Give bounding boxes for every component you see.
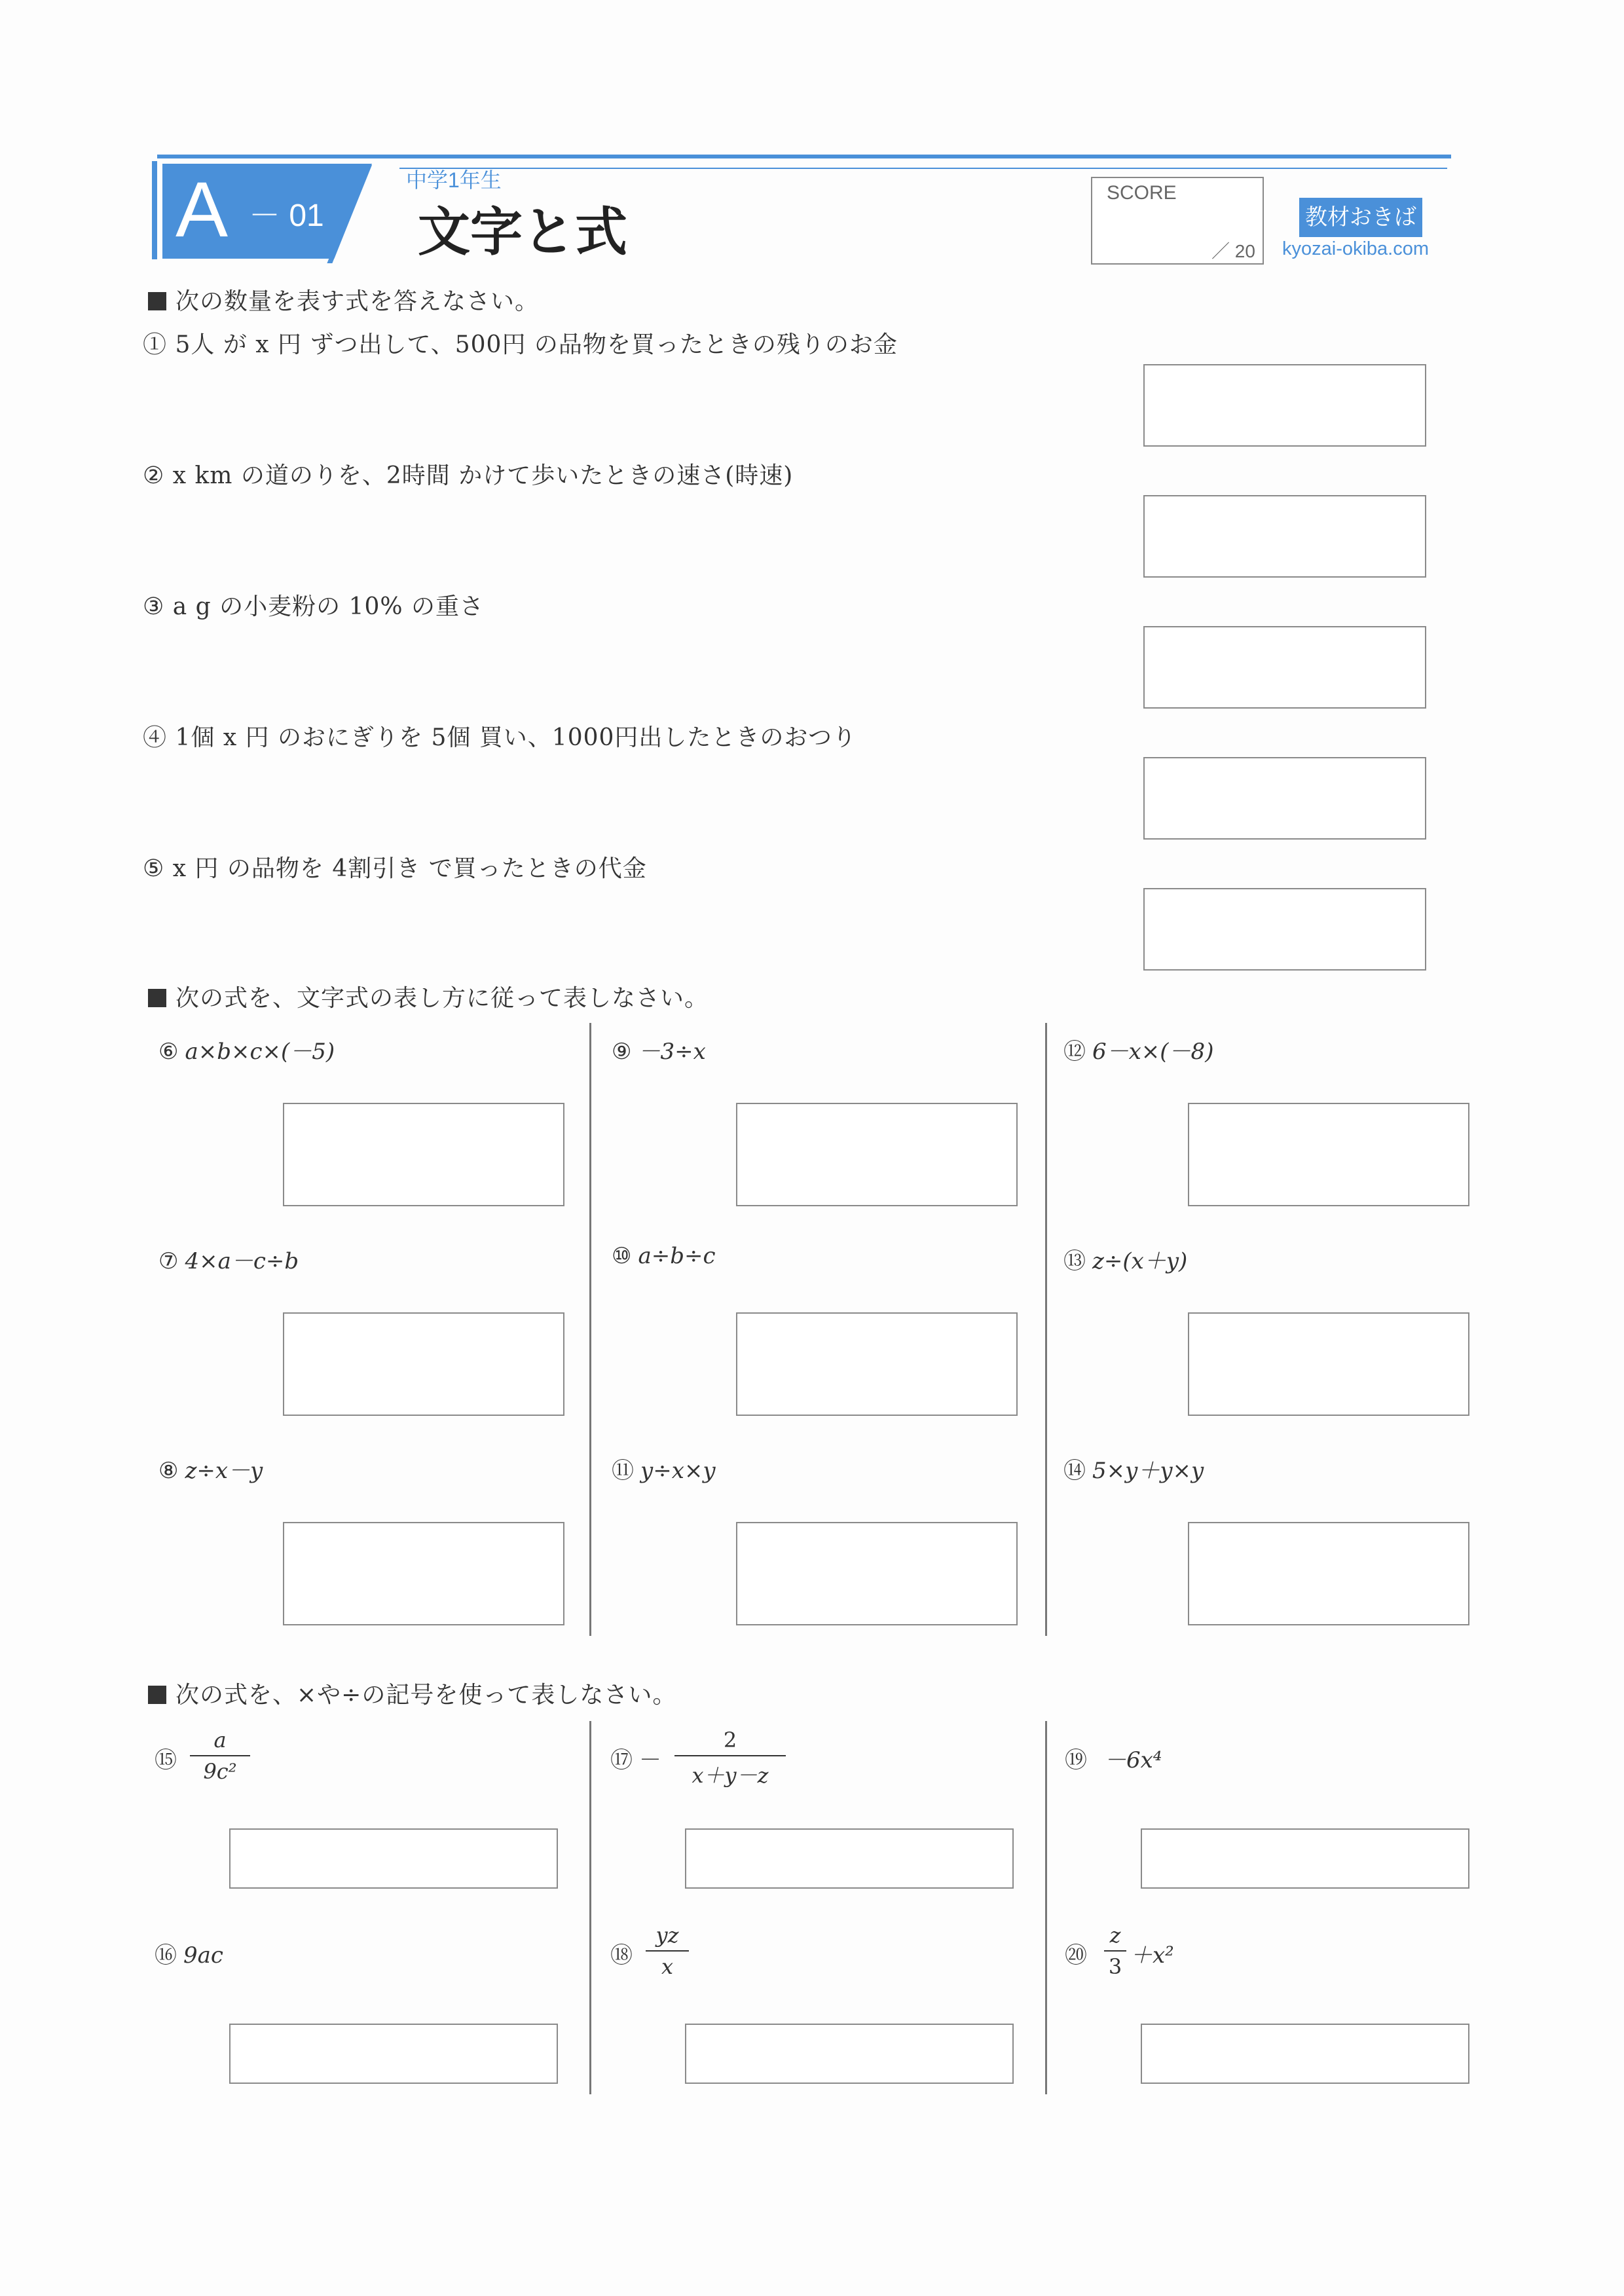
q10-expr: ⑩ a÷b÷c [612, 1243, 716, 1269]
q16-expr: ⑯ 9ac [155, 1942, 223, 1969]
q9-expr: ⑨ －3÷x [612, 1039, 706, 1065]
square-bullet-icon [148, 1686, 166, 1704]
answer-box-10[interactable] [736, 1312, 1018, 1416]
q13-expr: ⑬ z÷(x＋y) [1063, 1248, 1188, 1274]
header-code: － 01 [249, 198, 324, 233]
header-letter: A [175, 166, 229, 253]
q18-fraction: yz x [646, 1923, 689, 1979]
answer-box-18[interactable] [685, 2024, 1014, 2084]
q18-num: ⑱ [610, 1942, 633, 1969]
answer-box-14[interactable] [1188, 1522, 1469, 1625]
answer-box-8[interactable] [283, 1522, 564, 1625]
answer-box-12[interactable] [1188, 1103, 1469, 1206]
brand-label: 教材おきば [1299, 198, 1422, 237]
q17-fraction: 2 x＋y－z [674, 1728, 786, 1789]
score-total: ／ 20 [1211, 241, 1255, 261]
grade-label: 中学1年生 [406, 168, 502, 192]
answer-box-5[interactable] [1143, 888, 1426, 971]
answer-box-11[interactable] [736, 1522, 1018, 1625]
q1-text: ① 5人 が x 円 ずつ出して、500円 の品物を買ったときの残りのお金 [143, 331, 898, 358]
answer-box-2[interactable] [1143, 495, 1426, 578]
page-title: 文字と式 [418, 203, 627, 261]
q20-rest: ＋x² [1130, 1942, 1174, 1969]
site-url: kyozai-okiba.com [1282, 238, 1430, 259]
q17-num: ⑰ － [610, 1747, 661, 1773]
q15-num: ⑮ [155, 1747, 177, 1773]
answer-box-4[interactable] [1143, 757, 1426, 840]
score-label: SCORE [1107, 182, 1177, 204]
header-left-stripe [152, 161, 157, 259]
answer-box-19[interactable] [1141, 1828, 1469, 1889]
column-divider [1045, 1721, 1047, 2094]
q8-expr: ⑧ z÷x－y [158, 1458, 263, 1484]
q14-expr: ⑭ 5×y＋y×y [1063, 1458, 1204, 1484]
answer-box-9[interactable] [736, 1103, 1018, 1206]
square-bullet-icon [148, 292, 166, 310]
answer-box-13[interactable] [1188, 1312, 1469, 1416]
q3-text: ③ a g の小麦粉の 10% の重さ [143, 593, 485, 620]
q11-expr: ⑪ y÷x×y [612, 1458, 716, 1484]
q19-expr: ⑲ －6x⁴ [1065, 1747, 1162, 1773]
answer-box-6[interactable] [283, 1103, 564, 1206]
q6-expr: ⑥ a×b×c×(－5) [158, 1039, 335, 1065]
column-divider [589, 1023, 591, 1636]
q15-fraction: a 9c² [190, 1728, 250, 1784]
q20-num: ⑳ [1065, 1942, 1087, 1969]
q4-text: ④ 1個 x 円 のおにぎりを 5個 買い、1000円出したときのおつり [143, 724, 857, 751]
square-bullet-icon [148, 989, 166, 1007]
column-divider [589, 1721, 591, 2094]
header-top-thin-line [399, 168, 1447, 169]
answer-box-16[interactable] [229, 2024, 558, 2084]
answer-box-1[interactable] [1143, 364, 1426, 447]
section3-heading: 次の式を、×や÷の記号を使って表しなさい。 [148, 1676, 676, 1710]
answer-box-15[interactable] [229, 1828, 558, 1889]
section2-heading: 次の式を、文字式の表し方に従って表しなさい。 [148, 980, 709, 1013]
q20-fraction: z 3 [1104, 1923, 1126, 1979]
answer-box-17[interactable] [685, 1828, 1014, 1889]
section1-heading: 次の数量を表す式を答えなさい。 [148, 283, 539, 316]
q2-text: ② x km の道のりを、2時間 かけて歩いたときの速さ(時速) [143, 462, 794, 489]
q7-expr: ⑦ 4×a－c÷b [158, 1248, 299, 1274]
column-divider [1045, 1023, 1047, 1636]
answer-box-3[interactable] [1143, 626, 1426, 709]
answer-box-20[interactable] [1141, 2024, 1469, 2084]
q12-expr: ⑫ 6－x×(－8) [1063, 1039, 1214, 1065]
header-top-line [157, 155, 1451, 158]
q5-text: ⑤ x 円 の品物を 4割引き で買ったときの代金 [143, 855, 647, 882]
answer-box-7[interactable] [283, 1312, 564, 1416]
